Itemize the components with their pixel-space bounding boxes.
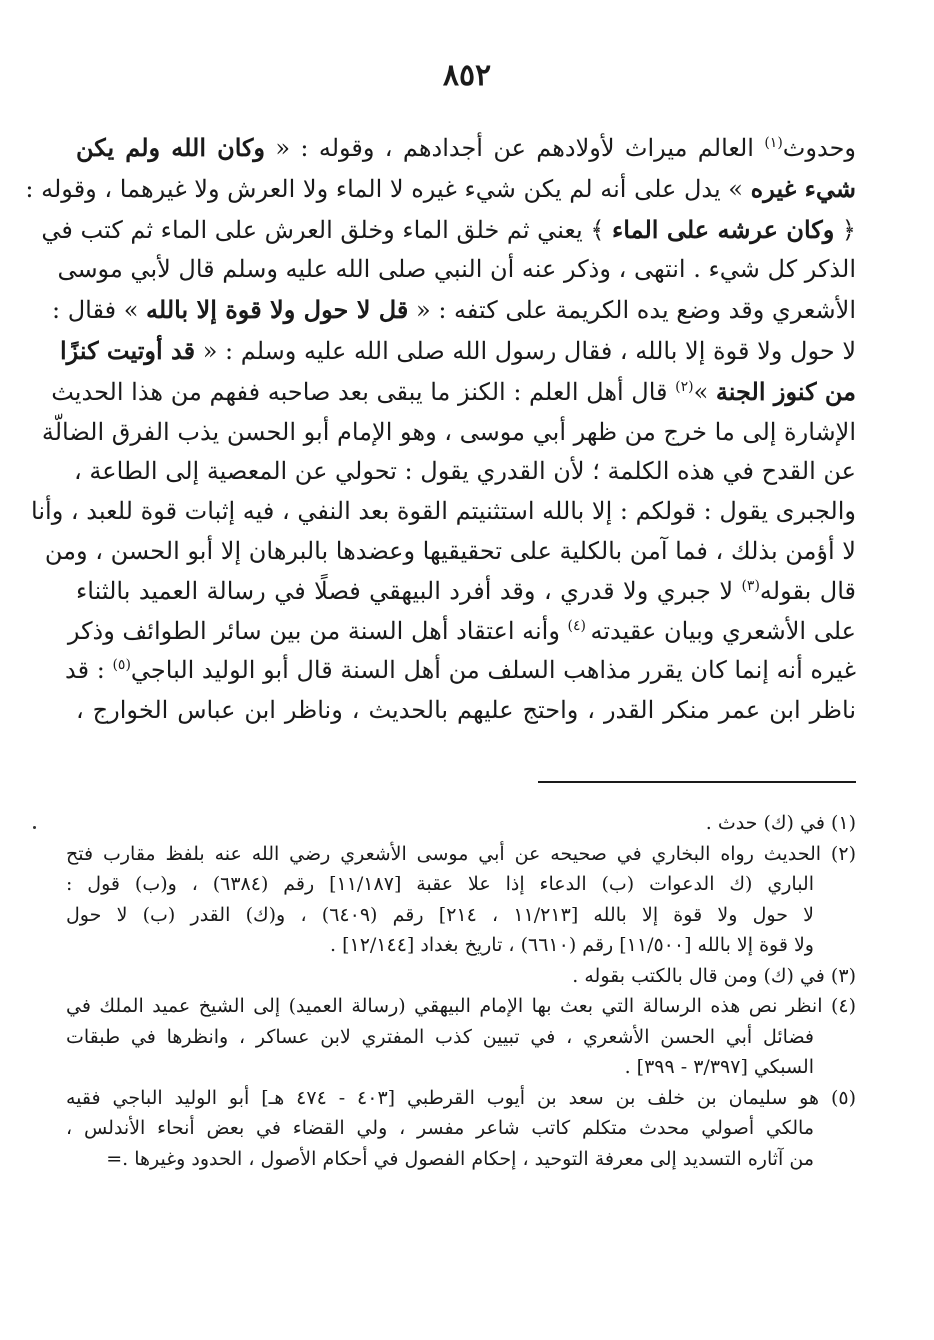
footnote-ref[interactable]: (٥) [112,657,131,674]
text-line [76,452,856,492]
footnote-line: (١) في (ك) حدث . [705,812,856,834]
text-run: لا جبري ولا قدري ، وقد أفرد البيهقي فصلًا في رسالة العميد بالثناء [76,576,742,605]
text-line [76,128,856,169]
text-run: الأشعري وقد وضع يده الكريمة على كتفه : « [408,296,856,325]
quoted-text: قل لا حول ولا قوة إلا بالله [146,295,409,325]
page-number: ٨٥٢ [442,58,492,93]
footnote-line: الباري (ك الدعوات (ب) الدعاء إذا علا عقبة [١١/١٨٧] رقم (٦٣٨٤) ، و(ب) قول : [66,873,814,895]
text-run: الإشارة إلى ما خرج من ظهر أبي موسى ، وهو الإمام أبو الحسن يذب الفرق الضالّة [41,417,856,446]
text-run: لا حول ولا قوة إلا بالله ، فقال رسول الله صلى الله عليه وسلم : « [195,336,856,365]
text-line [65,651,856,691]
footnote-4 [66,991,856,1083]
footnote-ref[interactable]: (٣) [741,577,760,594]
text-run: غيره أنه إنما كان يقرر مذاهب السلف من أهل السنة قال أبو الوليد الباجي [130,656,856,685]
quoted-text: قد أوتيت كنزًا [59,335,196,365]
footnote-ref[interactable]: (١) [764,135,783,151]
footnote-ref[interactable]: (٤) [567,617,591,634]
footnote-line: فضائل أبي الحسن الأشعري ، في تبيين كذب المفتري لابن عساكر ، وانظرها في طبقات [66,1025,814,1048]
footnote-line: من آثاره التسديد إلى معرفة التوحيد ، إحكام الفصول في أحكام الأصول ، الحدود وغيرها .= [106,1147,814,1170]
text-run: وحدوث [782,134,856,162]
text-run: » فقال : [52,296,147,325]
text-line [76,691,856,731]
text-run: لا أؤمن بذلك ، فما آمن بالكلية على تحقيقيها وعضدها بالبرهان إلا أبو الحسن ، ومن [44,536,856,565]
text-line [31,492,856,532]
quoted-text: وكان الله ولم يكن [76,133,266,162]
footnote-line: (٢) الحديث رواه البخاري في صحيحه عن أبي موسى الأشعري رضي الله عنه بلفظ مقارب فتح [66,842,856,865]
text-run: عن القدح في هذه الكلمة ؛ لأن القدري يقول : تحولي عن المعصية إلى الطاعة ، [74,457,856,486]
footnote-3 [66,961,856,992]
text-run: العالم ميراث لأولادهم عن أجدادهم ، وقوله : « [265,134,765,162]
text-run: والجبرى يقول : قولكم : إلا بالله استثنيتم القوة بعد النفي ، فيه إثبات قوة للعبد ، وأنا [31,497,856,526]
text-line [41,210,856,251]
footnote-line: (٤) انظر نص هذه الرسالة التي بعث بها الإمام البيهقي (رسالة العميد) إلى الشيخ عميد الملك في [66,995,856,1017]
text-line [76,572,856,612]
text-run: ﴾ يعني ثم خلق الماء وخلق العرش على الماء ثم كتب في [41,215,613,244]
text-line [41,413,856,453]
text-run: » [693,377,716,406]
quoted-text: شيء غيره [750,173,856,203]
footnote-line: (٥) هو سليمان بن خلف بن سعد بن أيوب القرطبي [٤٠٣ - ٤٧٤ هـ] أبو الوليد الباجي فقيه [66,1086,856,1109]
text-line [67,612,856,652]
text-run: قال بقوله [759,576,856,605]
footnote-line: لا حول ولا قوة إلا بالله [١١/٢١٣ ، ٢١٤] رقم (٦٤٠٩) ، و(ك) القدر (ب) لا حول [66,903,814,926]
text-run: قال أهل العلم : الكنز ما يبقى بعد صاحبه ففهم من هذا الحديث [51,377,676,406]
text-run: الذكر كل شيء . انتهى ، وذكر عنه أن النبي صلى الله عليه وسلم قال لأبي موسى [57,255,856,284]
footnote-line: (٣) في (ك) ومن قال بالكتب بقوله . [572,964,856,987]
quoted-text: من كنوز الجنة [715,376,856,406]
quran-quote: وكان عرشه على الماء [612,214,835,244]
footnotes [66,808,856,1174]
text-line [51,372,856,413]
footnote-2 [66,839,856,961]
footnote-ref[interactable]: (٢) [675,378,694,395]
text-run: ناظر ابن عمر منكر القدر ، واحتج عليهم بالحديث ، وناظر ابن عباس الخوارج ، [76,696,856,725]
text-line [59,331,856,372]
scan-speck [33,826,36,829]
text-run: على الأشعري وبيان عقيدته [590,616,856,645]
text-line [44,532,856,572]
footnote-line: السبكي [٣/٣٩٧ - ٣٩٩] . [624,1056,814,1078]
footnote-5 [66,1083,856,1175]
text-run: » يدل على أنه لم يكن شيء غيره لا الماء ولا العرش ولا غيرهما ، وقوله : [25,174,751,203]
footnote-separator [538,781,856,783]
text-line [25,169,856,210]
footnote-line: ولا قوة إلا بالله [١١/٥٠٠] رقم (٦٦١٠) ، تاريخ بغداد [١٢/١٤٤] . [329,934,814,956]
text-line [52,290,856,331]
text-line [57,250,856,290]
main-text [25,128,856,731]
text-run: : قد [65,656,113,685]
footnote-1 [66,808,856,839]
footnote-line: مالكي أصولي محدث متكلم كاتب شاعر مفسر ، ولي القضاء في بعض أنحاء الأندلس ، [66,1117,814,1139]
text-run: ﴿ [834,215,856,244]
text-run: وأنه اعتقاد أهل السنة من بين سائر الطوائف وذكر [67,616,568,645]
